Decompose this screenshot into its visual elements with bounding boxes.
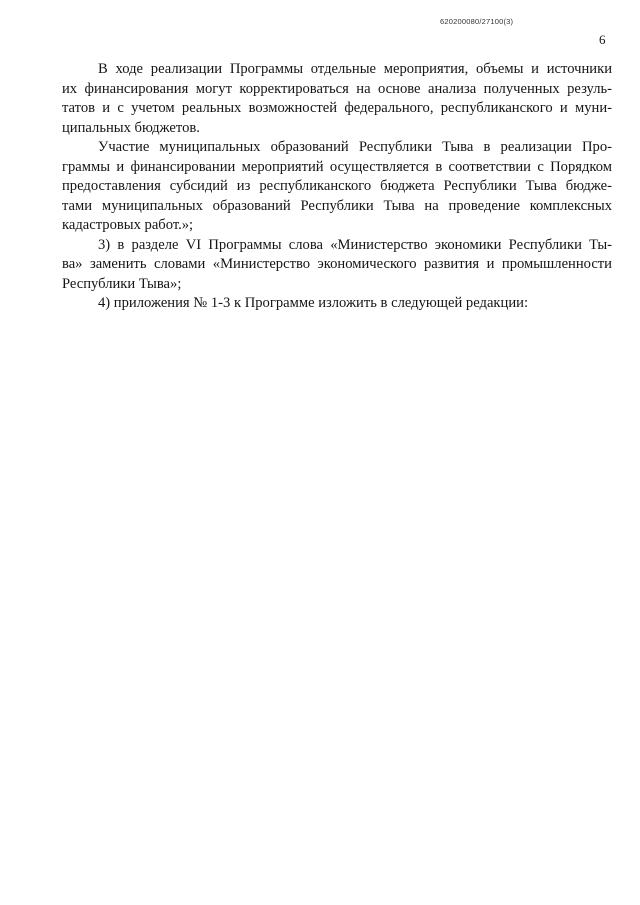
text-line: ципальных бюджетов.: [62, 119, 200, 136]
text-line: Республики Тыва»;: [62, 275, 182, 292]
document-body: [62, 60, 612, 314]
text-line: кадастровых работ.»;: [62, 217, 194, 233]
text-line: тами муниципальных образований Республики Тыва на проведение комплексных: [62, 197, 612, 214]
text-line: предоставления субсидий из республиканского бюджета Республики Тыва бюдже-: [62, 178, 612, 194]
text-line: татов и с учетом реальных возможностей федерального, республиканского и муни-: [62, 100, 612, 116]
paragraph-program-adjustments: [62, 60, 612, 138]
paragraph-item-3: [62, 236, 612, 295]
paragraph-municipal-participation: [62, 138, 612, 236]
document-code: 620200080/27100(3): [440, 17, 514, 26]
paragraph-item-4: [62, 294, 612, 314]
text-line: 4) приложения № 1-3 к Программе изложить в следующей редакции:: [98, 295, 528, 311]
text-line: ва» заменить словами «Министерство экономического развития и промышленности: [62, 256, 612, 272]
text-line: 3) в разделе VI Программы слова «Министерство экономики Республики Ты-: [98, 236, 612, 253]
text-line: Участие муниципальных образований Республики Тыва в реализации Про-: [98, 139, 612, 155]
text-line: В ходе реализации Программы отдельные мероприятия, объемы и источники: [98, 61, 612, 77]
text-line: их финансирования могут корректироваться на основе анализа полученных резуль-: [62, 80, 612, 97]
page-number: 6: [599, 32, 606, 47]
text-line: граммы и финансировании мероприятий осуществляется в соответствии с Порядком: [62, 158, 612, 175]
